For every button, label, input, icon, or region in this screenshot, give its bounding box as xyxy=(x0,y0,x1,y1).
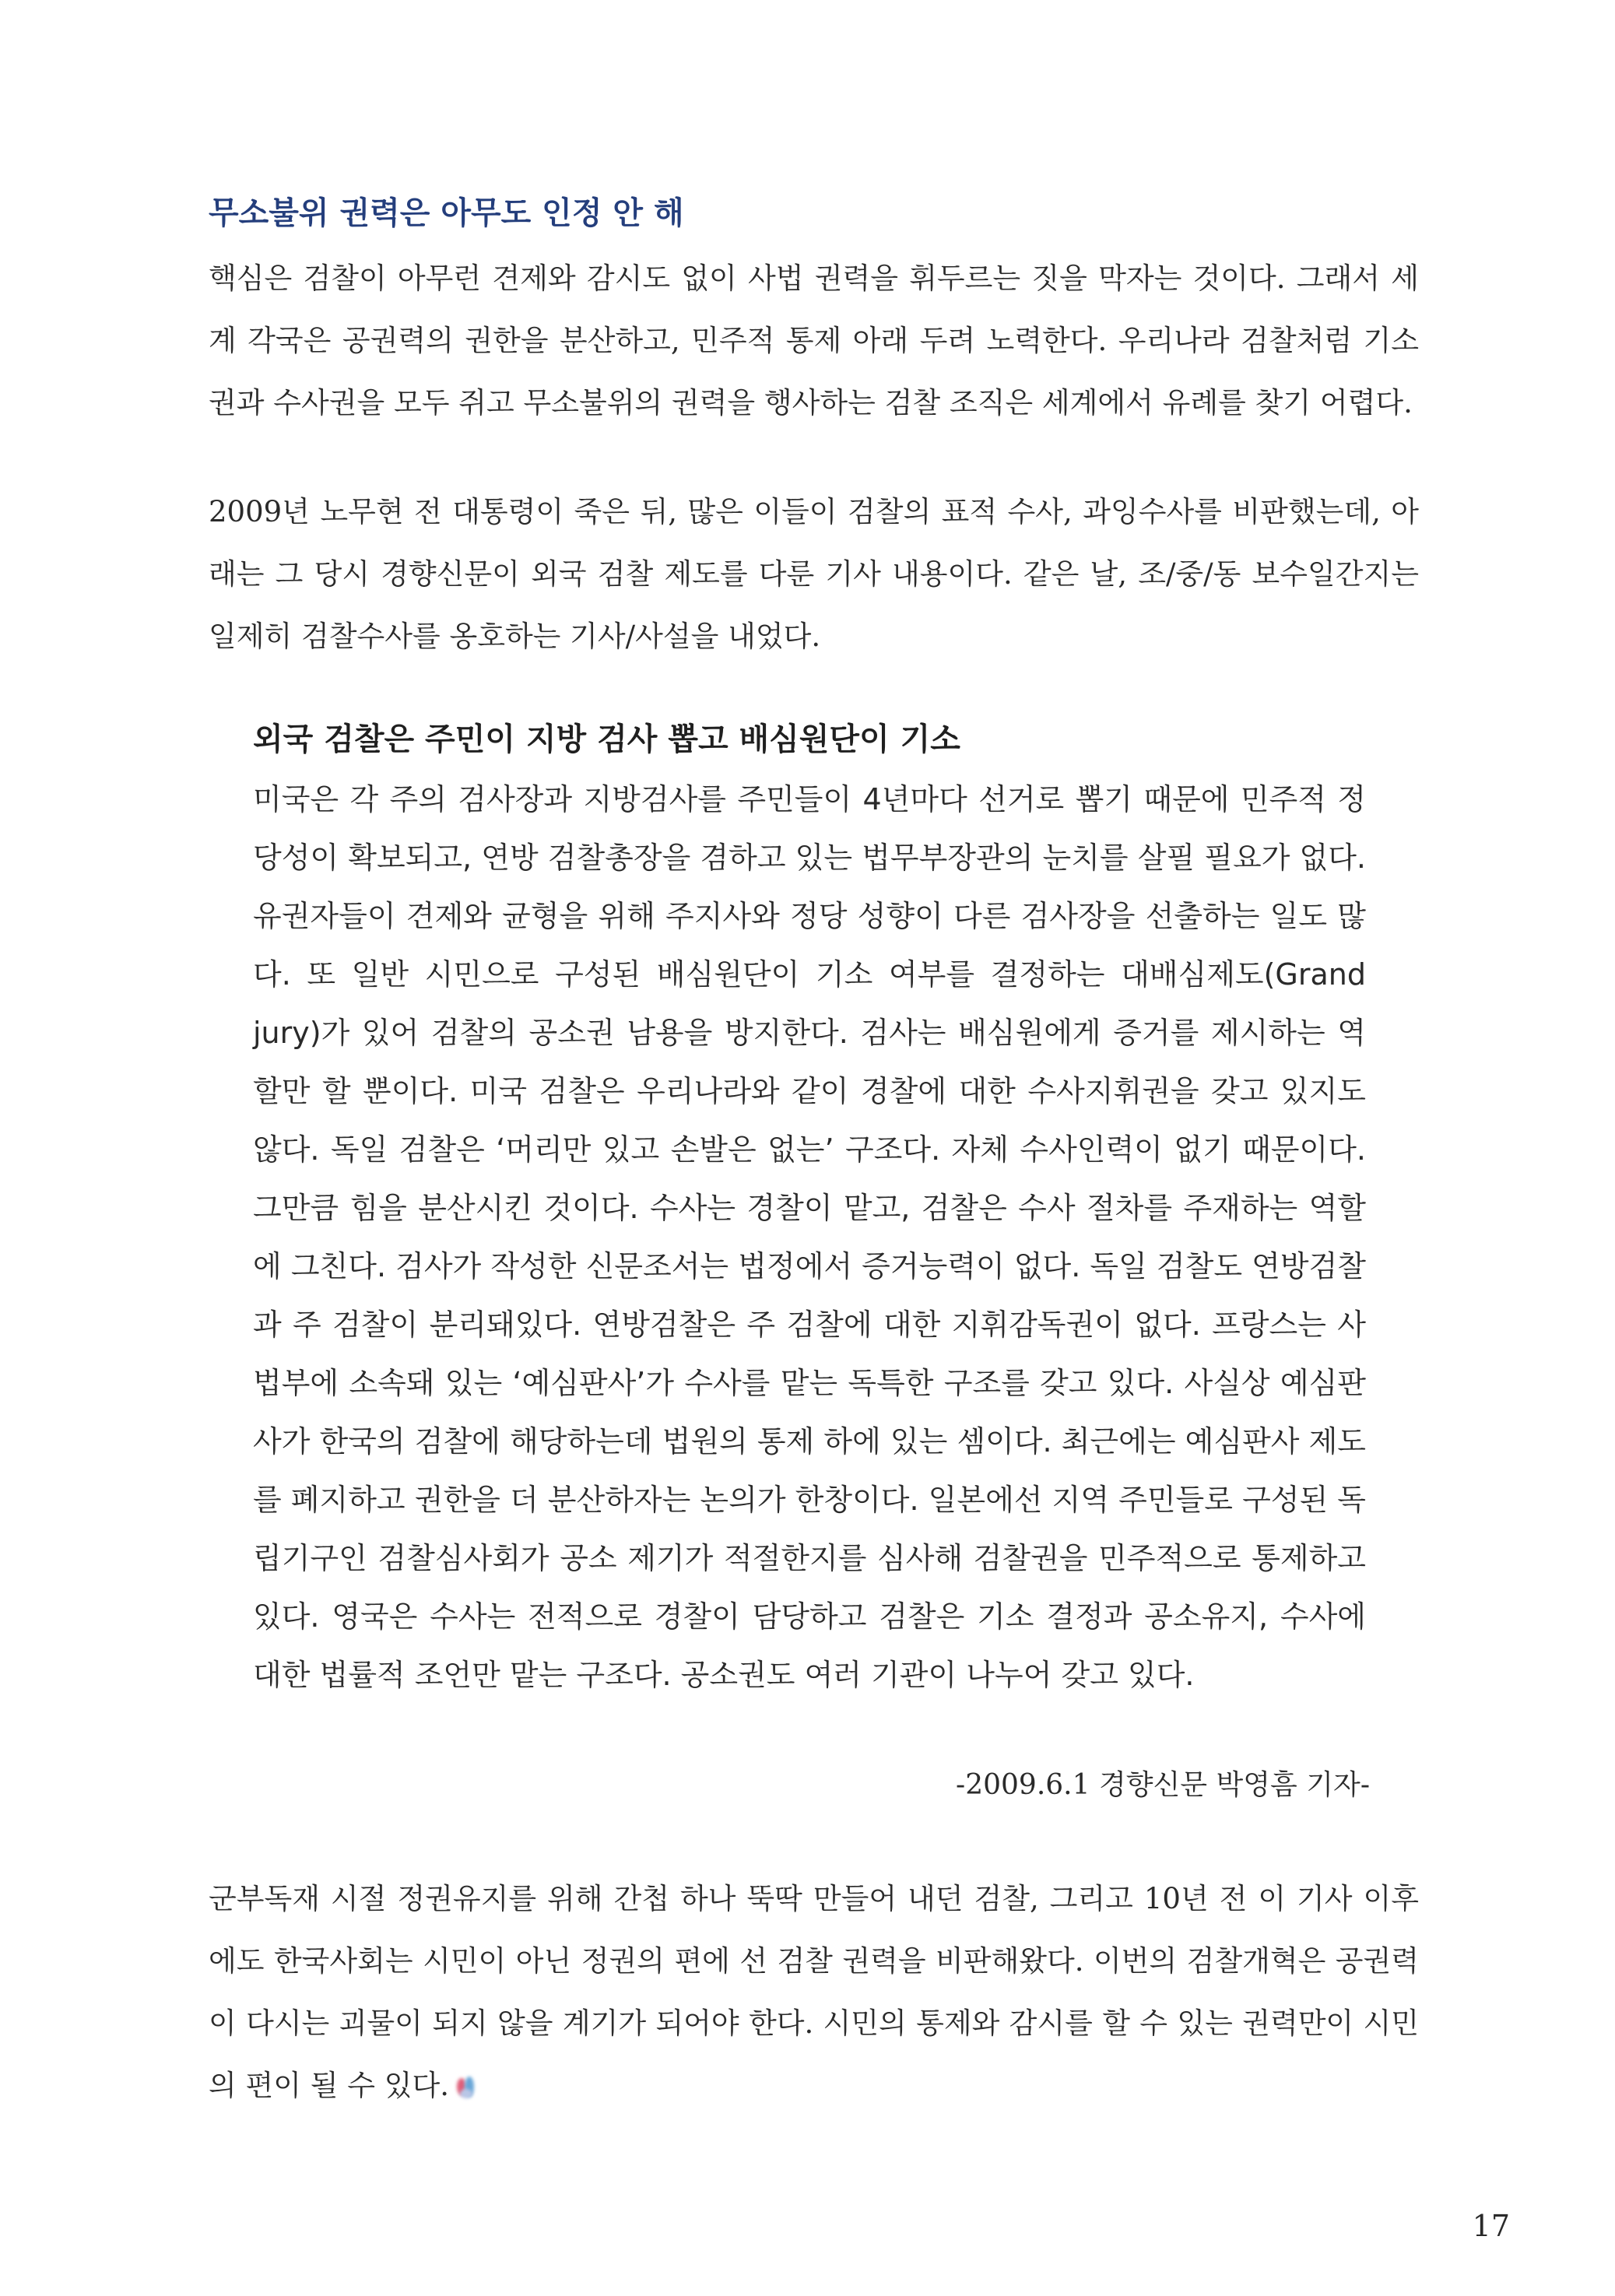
page-number: 17 xyxy=(1472,2209,1510,2243)
quoted-article-body: 미국은 각 주의 검사장과 지방검사를 주민들이 4년마다 선거로 뽑기 때문에 민주적 정당성이 확보되고, 연방 검찰총장을 겸하고 있는 법무부장관의 눈치를 살필 필요가 없다. 유권자들이 견제와 균형을 위해 주지사와 정당 성향이 다른 검사장을 선출하는 일도 많다. 또 일반 시민으로 구성된 배심원단이 기소 여부를 결정하는 대배심제도(Grand jury)가 있어 검찰의 공소권 남용을 방지한다. 검사는 배심원에게 증거를 제시하는 역할만 할 뿐이다. 미국 검찰은 우리나라와 같이 경찰에 대한 수사지휘권을 갖고 있지도 않다. 독일 검찰은 ‘머리만 있고 손발은 없는’ 구조다. 자체 수사인력이 없기 때문이다. 그만큼 힘을 분산시킨 것이다. 수사는 경찰이 맡고, 검찰은 수사 절차를 주재하는 역할에 그친다. 검사가 작성한 신문조서는 법정에서 증거능력이 없다. 독일 검찰도 연방검찰과 주 검찰이 분리돼있다. 연방검찰은 주 검찰에 대한 지휘감독권이 없다. 프랑스는 사법부에 소속돼 있는 ‘예심판사’가 수사를 맡는 독특한 구조를 갖고 있다. 사실상 예심판사가 한국의 검찰에 해당하는데 법원의 통제 하에 있는 셈이다. 최근에는 예심판사 제도를 폐지하고 권한을 더 분산하자는 논의가 한창이다. 일본에선 지역 주민들로 구성된 독립기구인 검찰심사회가 공소 제기가 적절한지를 심사해 검찰권을 민주적으로 통제하고 있다. 영국은 수사는 전적으로 경찰이 담당하고 검찰은 기소 결정과 공소유지, 수사에 대한 법률적 조언만 맡는 구조다. 공소권도 여러 기관이 나누어 갖고 있다. xyxy=(253,782,1366,1692)
closing-paragraph: 군부독재 시절 정권유지를 위해 간첩 하나 뚝딱 만들어 내던 검찰, 그리고 10년 전 이 기사 이후에도 한국사회는 시민이 아닌 정권의 편에 선 검찰 권력을 비판해왔다. 이번의 검찰개혁은 공권력이 다시는 괴물이 되지 않을 계기가 되어야 한다. 시민의 통제와 감시를 할 수 있는 권력만이 시민의 편이 될 수 있다. xyxy=(209,1882,1419,2102)
body-paragraph-2: 2009년 노무현 전 대통령이 죽은 뒤, 많은 이들이 검찰의 표적 수사, 과잉수사를 비판했는데, 아래는 그 당시 경향신문이 외국 검찰 제도를 다룬 기사 내용이다. 같은 날, 조/중/동 보수일간지는 일제히 검찰수사를 옹호하는 기사/사설을 내었다. xyxy=(209,495,1419,653)
section-heading: 무소불위 권력은 아무도 인정 안 해 xyxy=(209,195,684,231)
article-source: -2009.6.1 경향신문 박영흠 기자- xyxy=(956,1769,1370,1801)
closing-paragraph-block xyxy=(209,1868,1419,2117)
end-mark-icon xyxy=(454,2073,480,2103)
quoted-article-title: 외국 검찰은 주민이 지방 검사 뽑고 배심원단이 기소 xyxy=(253,721,960,757)
body-paragraph-1: 핵심은 검찰이 아무런 견제와 감시도 없이 사법 권력을 휘두르는 짓을 막자는 것이다. 그래서 세계 각국은 공권력의 권한을 분산하고, 민주적 통제 아래 두려 노력한다. 우리나라 검찰처럼 기소권과 수사권을 모두 쥐고 무소불위의 권력을 행사하는 검찰 조직은 세계에서 유례를 찾기 어렵다. xyxy=(209,262,1419,420)
